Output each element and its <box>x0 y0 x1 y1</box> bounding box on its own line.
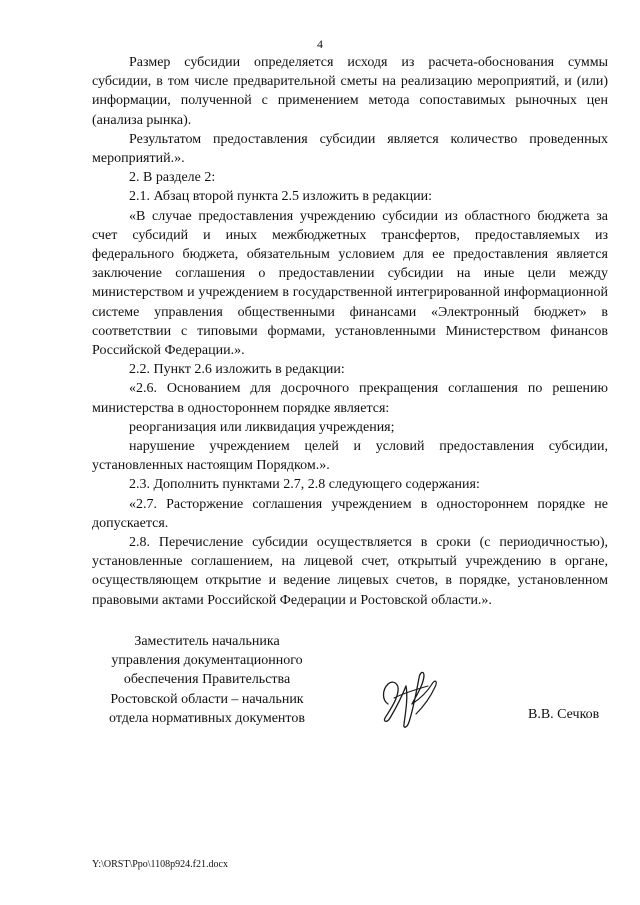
document-body <box>92 53 608 610</box>
signatory-title-line: обеспечения Правительства <box>123 672 291 688</box>
signatory-title-line: Ростовской области – начальник <box>110 691 304 707</box>
paragraph-reorganization: реорганизация или ликвидация учреждения; <box>129 419 395 435</box>
paragraph-subsidy-result: Результатом предоставления субсидии является количество проведенных мероприятий.». <box>92 131 608 167</box>
signatory-title-line: отдела нормативных документов <box>109 710 305 726</box>
paragraph-2-7-text: «2.7. Расторжение соглашения учреждением в одностороннем порядке не допускается. <box>92 496 608 531</box>
handwritten-signature-icon <box>378 660 440 732</box>
file-path-footer: Y:\ORST\Ppo\1108p924.f21.docx <box>92 859 228 870</box>
paragraph-2-2: 2.2. Пункт 2.6 изложить в редакции: <box>129 362 345 378</box>
signatory-title-line: управления документационного <box>111 653 303 669</box>
paragraph-2-8-text: 2.8. Перечисление субсидии осуществляется в сроки (с периодичностью), установленные соглашением, на лицевой счет, открытый учреждению в органе, осуществляющем открытие и ведение лицевых счетов, в порядке, установленном правовыми актами Российской Федерации и Ростовской области.». <box>92 535 608 608</box>
paragraph-section-2: 2. В разделе 2: <box>129 170 216 186</box>
paragraph-subsidy-size: Размер субсидии определяется исходя из расчета-обоснования суммы субсидии, в том числе предварительной сметы на реализацию мероприятий, и (или) информации, полученной с применением метода сопоставимых рыночных цен (анализа рынка). <box>92 55 608 128</box>
paragraph-2-1: 2.1. Абзац второй пункта 2.5 изложить в редакции: <box>129 189 433 205</box>
paragraph-2-6-text: «2.6. Основанием для досрочного прекращения соглашения по решению министерства в одностороннем порядке является: <box>92 381 608 416</box>
paragraph-violation: нарушение учреждением целей и условий предоставления субсидии, установленных настоящим Порядком.». <box>92 439 608 474</box>
signatory-title <box>92 632 322 728</box>
signatory-title-line: Заместитель начальника <box>134 634 280 649</box>
paragraph-2-5-text: «В случае предоставления учреждению субсидии из областного бюджета за счет субсидий и иных межбюджетных трансфертов, предоставляемых из федерального бюджета, обязательным условием для ее предоставления является заключение соглашения о предоставлении субсидии на иные цели между министерством и учреждением в государственной интегрированной информационной системе управления общественными финансами «Электронный бюджет» в соответствии с типовыми формами, установленными Министерством финансов Российской Федерации.». <box>92 208 608 359</box>
signer-name: В.В. Сечков <box>528 707 600 722</box>
paragraph-2-3: 2.3. Дополнить пунктами 2.7, 2.8 следующего содержания: <box>129 477 480 493</box>
page-number: 4 <box>317 37 323 51</box>
